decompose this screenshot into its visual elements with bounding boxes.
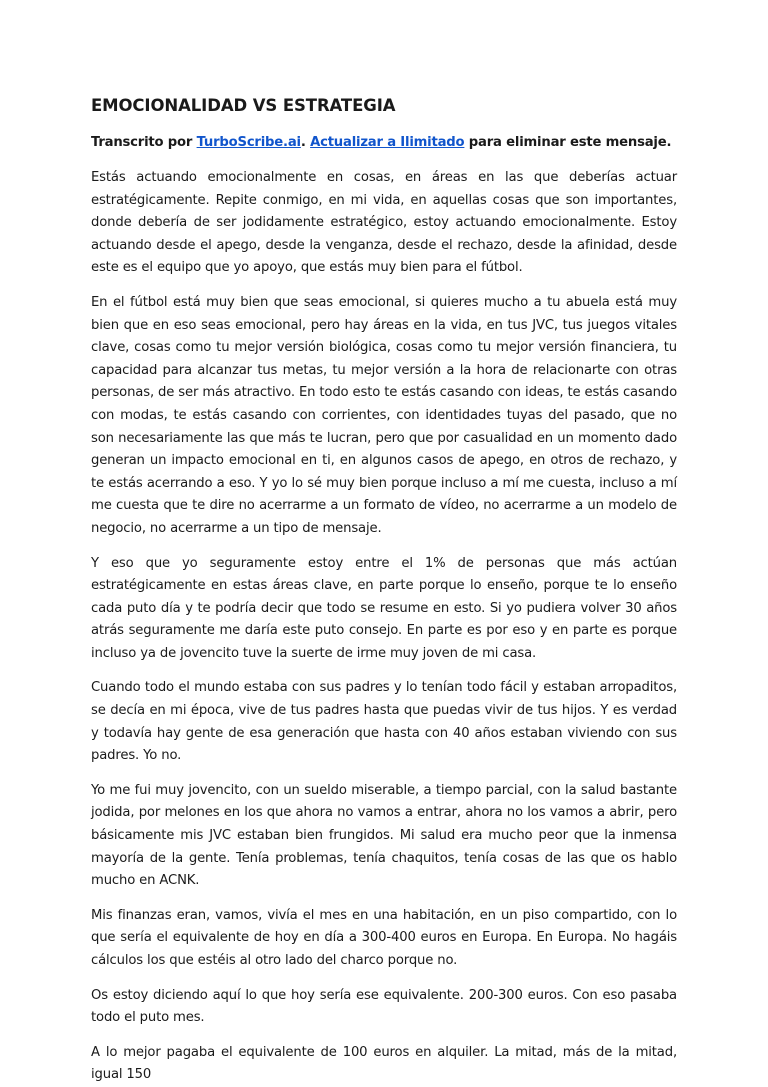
paragraph: Y eso que yo seguramente estoy entre el 1% de personas que más actúan estratégicamente en estas áreas clave, en parte porque lo enseño, porque te lo enseño cada puto día y te podría decir que todo se resume en esto. Si yo pudiera volver 30 años atrás seguramente me daría este puto consejo. En parte es por eso y en parte es porque incluso ya de jovencito tuve la suerte de irme muy joven de mi casa. xyxy=(91,555,677,661)
transcript-body xyxy=(91,167,677,1087)
byline-prefix: Transcrito por xyxy=(91,135,197,150)
paragraph: Os estoy diciendo aquí lo que hoy sería ese equivalente. 200-300 euros. Con eso pasaba todo el puto mes. xyxy=(91,987,677,1026)
document-title: EMOCIONALIDAD VS ESTRATEGIA xyxy=(91,96,396,115)
paragraph: Mis finanzas eran, vamos, vivía el mes en una habitación, en un piso compartido, con lo que sería el equivalente de hoy en día a 300-400 euros en Europa. En Europa. No hagáis cálculos los que estéis al otro lado del charco porque no. xyxy=(91,907,677,968)
document-page xyxy=(91,96,677,1087)
byline-suffix: para eliminar este mensaje. xyxy=(464,135,672,150)
paragraph: Estás actuando emocionalmente en cosas, en áreas en las que deberías actuar estratégicamente. Repite conmigo, en mi vida, en aquellas cosas que son importantes, donde debería de ser jodidamente estratégico, estoy actuando emocionalmente. Estoy actuando desde el apego, desde la venganza, desde el rechazo, desde la afinidad, desde este es el equipo que yo apoyo, que estás muy bien para el fútbol. xyxy=(91,170,677,276)
turboscribe-link[interactable]: TurboScribe.ai xyxy=(196,135,301,150)
transcription-notice xyxy=(91,134,677,152)
upgrade-unlimited-link[interactable]: Actualizar a Ilimitado xyxy=(310,135,465,150)
byline-separator: . xyxy=(300,135,311,150)
paragraph: En el fútbol está muy bien que seas emocional, si quieres mucho a tu abuela está muy bien que en eso seas emocional, pero hay áreas en la vida, en tus JVC, tus juegos vitales clave, cosas como tu mejor versión biológica, cosas como tu mejor versión financiera, tu capacidad para alcanzar tus metas, tu mejor versión a la hora de relacionarte con otras personas, de ser más atractivo. En todo esto te estás casando con ideas, te estás casando con modas, te estás casando con corrientes, con identidades tuyas del pasado, que no son necesariamente las que más te lucran, pero que por casualidad en un momento dado generan un impacto emocional en ti, en algunos casos de apego, en otros de rechazo, y te estás acerrando a eso. Y yo lo sé muy bien porque incluso a mí me cuesta, incluso a mí me cuesta que te dire no acerrarme a un formato de vídeo, no acerrarme a un modelo de negocio, no acerrarme a un tipo de mensaje. xyxy=(91,294,677,536)
paragraph: A lo mejor pagaba el equivalente de 100 euros en alquiler. La mitad, más de la mitad, igual 150 xyxy=(91,1044,677,1083)
paragraph: Yo me fui muy jovencito, con un sueldo miserable, a tiempo parcial, con la salud bastante jodida, por melones en los que ahora no vamos a entrar, ahora no los vamos a abrir, pero básicamente mis JVC estaban bien frungidos. Mi salud era mucho peor que la inmensa mayoría de la gente. Tenía problemas, tenía chaquitos, tenía cosas de las que os hablo mucho en ACNK. xyxy=(91,782,677,889)
paragraph: Cuando todo el mundo estaba con sus padres y lo tenían todo fácil y estaban arropaditos, se decía en mi época, vive de tus padres hasta que puedas vivir de tus hijos. Y es verdad y todavía hay gente de esa generación que hasta con 40 años estaban viviendo con sus padres. Yo no. xyxy=(91,680,677,764)
